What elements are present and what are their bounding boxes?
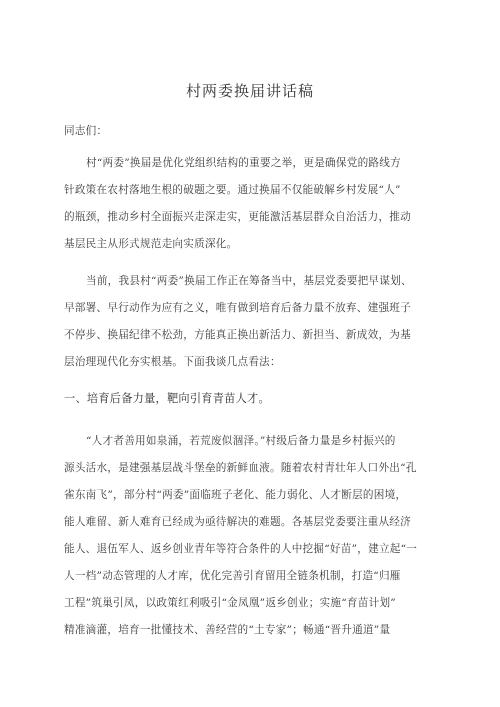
paragraph-line: “人才者善用如泉涌，若荒废似涸泽。”村级后备力量是乡村振兴的 <box>86 435 396 447</box>
paragraph-line: 源头活水，是建强基层战斗堡垒的新鲜血液。随着农村青壮年人口外出“孔 <box>64 462 417 474</box>
section-heading: 一、培育后备力量，靶向引育青苗人才。 <box>64 392 270 405</box>
paragraph-line: 能人、退伍军人、返乡创业青年等符合条件的人中挖掘“好苗”，建立起“一 <box>64 543 418 555</box>
paragraph-line: 基层民主从形式规范走向实质深化。 <box>64 238 238 250</box>
document-title: 村两委换届讲话稿 <box>185 82 314 100</box>
paragraph-line: 早部署、早行动作为应有之义，唯有做到培育后备力量不放弃、建强班子 <box>64 302 411 314</box>
paragraph-line: 工程”筑巢引凤，以政策红利吸引“金凤凰”返乡创业；实施“育苗计划” <box>64 597 396 609</box>
paragraph-line: 不停步、换届纪律不松劲，方能真正换出新活力、新担当、新成效，为基 <box>64 329 411 341</box>
paragraph-line: 人一档”动态管理的人才库，优化完善引育留用全链条机制，打造“归雁 <box>64 570 401 582</box>
paragraph-line: 层治理现代化夯实根基。下面我谈几点看法： <box>64 356 281 368</box>
paragraph-line: 雀东南飞”，部分村“两委”面临班子老化、能力弱化、人才断层的困境， <box>64 489 407 501</box>
paragraph-line: 当前，我县村“两委”换届工作正在筹备当中，基层党委要把早谋划、 <box>86 275 412 287</box>
paragraph-line: 精准滴灌，培育一批懂技术、善经营的“土专家”；畅通“晋升通道”量 <box>64 624 391 636</box>
salutation: 同志们： <box>64 125 108 137</box>
paragraph-line: 的瓶颈，推动乡村全面振兴走深走实，更能激活基层群众自治活力，推动 <box>64 211 411 223</box>
paragraph-line: 能人难留、新人难育已经成为亟待解决的难题。各基层党委要注重从经济 <box>64 516 411 528</box>
paragraph-line: 村“两委”换届是优化党组织结构的重要之举，更是确保党的路线方 <box>86 157 401 169</box>
paragraph-line: 针政策在农村落地生根的破题之要。通过换届不仅能破解乡村发展“人” <box>64 184 401 196</box>
